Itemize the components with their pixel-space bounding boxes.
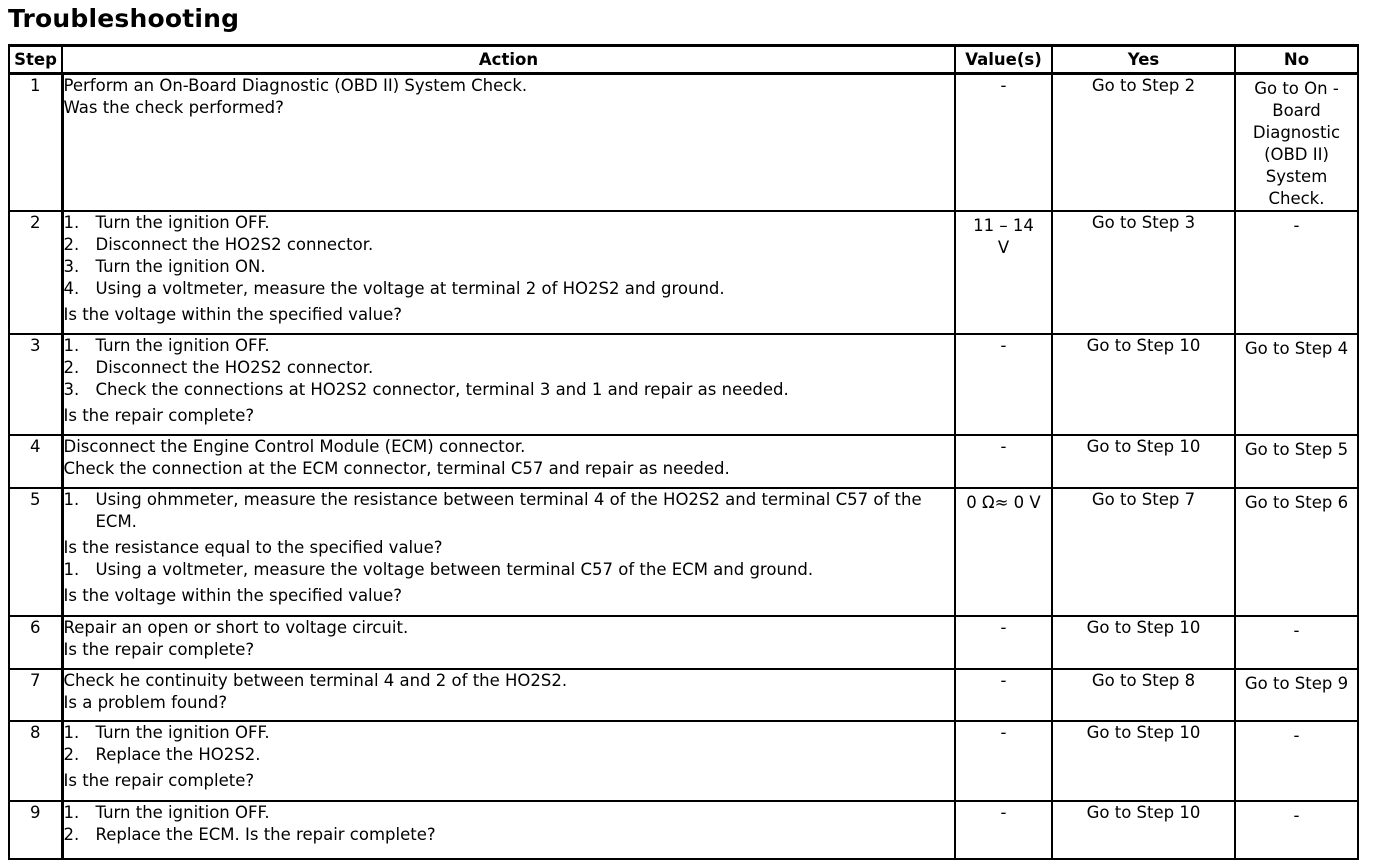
step-number: 1 [9, 74, 62, 212]
value-cell: 0 Ω≈ 0 V [955, 488, 1052, 616]
value-cell: - [955, 616, 1052, 669]
action-line: Was the check performed? [63, 98, 284, 117]
item-text: Using a voltmeter, measure the voltage at terminal 2 of HO2S2 and ground. [95, 279, 725, 298]
action-line: Check he continuity between terminal 4 and 2 of the HO2S2. [63, 671, 568, 690]
item-text: Disconnect the HO2S2 connector. [95, 358, 374, 377]
yes-cell: Go to Step 8 [1052, 669, 1235, 721]
item-text: Turn the ignition OFF. [95, 213, 270, 232]
list-item [64, 802, 955, 824]
table-row [9, 488, 1358, 616]
header-action: Action [62, 46, 955, 74]
step-number: 3 [9, 334, 62, 435]
yes-cell: Go to Step 10 [1052, 435, 1235, 488]
item-number: 2. [63, 358, 80, 377]
item-number: 3. [63, 380, 80, 399]
step-number: 8 [9, 721, 62, 801]
value-cell: 11 – 14 V [955, 211, 1052, 334]
item-number: 1. [63, 723, 80, 742]
item-text: Using a voltmeter, measure the voltage between terminal C57 of the ECM and ground. [95, 560, 814, 579]
step-number: 5 [9, 488, 62, 616]
item-number: 2. [63, 235, 80, 254]
question-text: Is the repair complete? [63, 406, 255, 425]
action-cell [62, 488, 955, 616]
troubleshooting-table [8, 44, 1359, 860]
no-cell: Go to On -Board Diagnostic (OBD II) System Check. [1235, 74, 1358, 212]
item-text: Disconnect the HO2S2 connector. [95, 235, 374, 254]
no-cell: - [1235, 211, 1358, 334]
item-text: Check the connections at HO2S2 connector, terminal 3 and 1 and repair as needed. [95, 380, 789, 399]
no-cell: - [1235, 801, 1358, 859]
item-number: 1. [63, 803, 80, 822]
action-cell [62, 801, 955, 859]
list-item [64, 278, 955, 300]
question-text: Is the repair complete? [63, 771, 255, 790]
item-number: 1. [63, 336, 80, 355]
action-cell [62, 669, 955, 721]
action-cell [62, 435, 955, 488]
list-item [64, 744, 955, 766]
table-row [9, 801, 1358, 859]
action-cell [62, 721, 955, 801]
list-item [64, 489, 955, 533]
list-item [64, 234, 955, 256]
item-number: 2. [63, 825, 80, 844]
header-values: Value(s) [955, 46, 1052, 74]
table-row [9, 616, 1358, 669]
header-no: No [1235, 46, 1358, 74]
no-cell: Go to Step 4 [1235, 334, 1358, 435]
list-item [64, 722, 955, 744]
action-line: Check the connection at the ECM connector, terminal C57 and repair as needed. [63, 459, 730, 478]
yes-cell: Go to Step 10 [1052, 721, 1235, 801]
table-row [9, 669, 1358, 721]
value-cell: - [955, 721, 1052, 801]
table-row [9, 435, 1358, 488]
value-cell: - [955, 801, 1052, 859]
action-line: Disconnect the Engine Control Module (ECM) connector. [63, 437, 526, 456]
step-number: 7 [9, 669, 62, 721]
header-yes: Yes [1052, 46, 1235, 74]
item-number: 2. [63, 745, 80, 764]
action-cell [62, 616, 955, 669]
table-body [9, 74, 1358, 860]
value-cell: - [955, 74, 1052, 212]
item-text: Turn the ignition OFF. [95, 336, 270, 355]
yes-cell: Go to Step 10 [1052, 616, 1235, 669]
no-cell: - [1235, 616, 1358, 669]
item-text: Turn the ignition ON. [95, 257, 266, 276]
no-cell: - [1235, 721, 1358, 801]
item-text: Turn the ignition OFF. [95, 723, 270, 742]
no-cell: Go to Step 9 [1235, 669, 1358, 721]
action-line: Is a problem found? [63, 693, 228, 712]
item-number: 1. [63, 560, 80, 579]
item-text: Using ohmmeter, measure the resistance between terminal 4 of the HO2S2 and terminal C57 of the ECM. [95, 490, 922, 531]
yes-cell: Go to Step 3 [1052, 211, 1235, 334]
page-title: Troubleshooting [8, 4, 240, 33]
item-text: Replace the HO2S2. [95, 745, 261, 764]
action-line: Is the repair complete? [63, 640, 255, 659]
step-number: 6 [9, 616, 62, 669]
item-number: 1. [63, 490, 80, 509]
step-number: 4 [9, 435, 62, 488]
yes-cell: Go to Step 2 [1052, 74, 1235, 212]
table-row [9, 721, 1358, 801]
yes-cell: Go to Step 10 [1052, 334, 1235, 435]
item-text: Turn the ignition OFF. [95, 803, 270, 822]
action-line: Repair an open or short to voltage circuit. [63, 618, 409, 637]
step-number: 2 [9, 211, 62, 334]
header-step: Step [9, 46, 62, 74]
value-cell: - [955, 669, 1052, 721]
list-item [64, 559, 955, 581]
list-item [64, 824, 955, 846]
action-cell [62, 211, 955, 334]
list-item [64, 256, 955, 278]
header-row [9, 46, 1358, 74]
no-cell: Go to Step 5 [1235, 435, 1358, 488]
list-item [64, 357, 955, 379]
table-row [9, 211, 1358, 334]
question-text: Is the resistance equal to the specified value? [63, 538, 443, 557]
question-text: Is the voltage within the specified value? [63, 305, 403, 324]
list-item [64, 379, 955, 401]
item-text: Replace the ECM. Is the repair complete? [95, 825, 436, 844]
table-row [9, 74, 1358, 212]
action-line: Perform an On-Board Diagnostic (OBD II) System Check. [63, 76, 528, 95]
step-number: 9 [9, 801, 62, 859]
list-item [64, 335, 955, 357]
list-item [64, 212, 955, 234]
yes-cell: Go to Step 7 [1052, 488, 1235, 616]
item-number: 1. [63, 213, 80, 232]
action-cell [62, 74, 955, 212]
question-text: Is the voltage within the specified value? [63, 586, 403, 605]
action-cell [62, 334, 955, 435]
item-number: 3. [63, 257, 80, 276]
yes-cell: Go to Step 10 [1052, 801, 1235, 859]
value-cell: - [955, 435, 1052, 488]
item-number: 4. [63, 279, 80, 298]
value-cell: - [955, 334, 1052, 435]
no-cell: Go to Step 6 [1235, 488, 1358, 616]
table-row [9, 334, 1358, 435]
